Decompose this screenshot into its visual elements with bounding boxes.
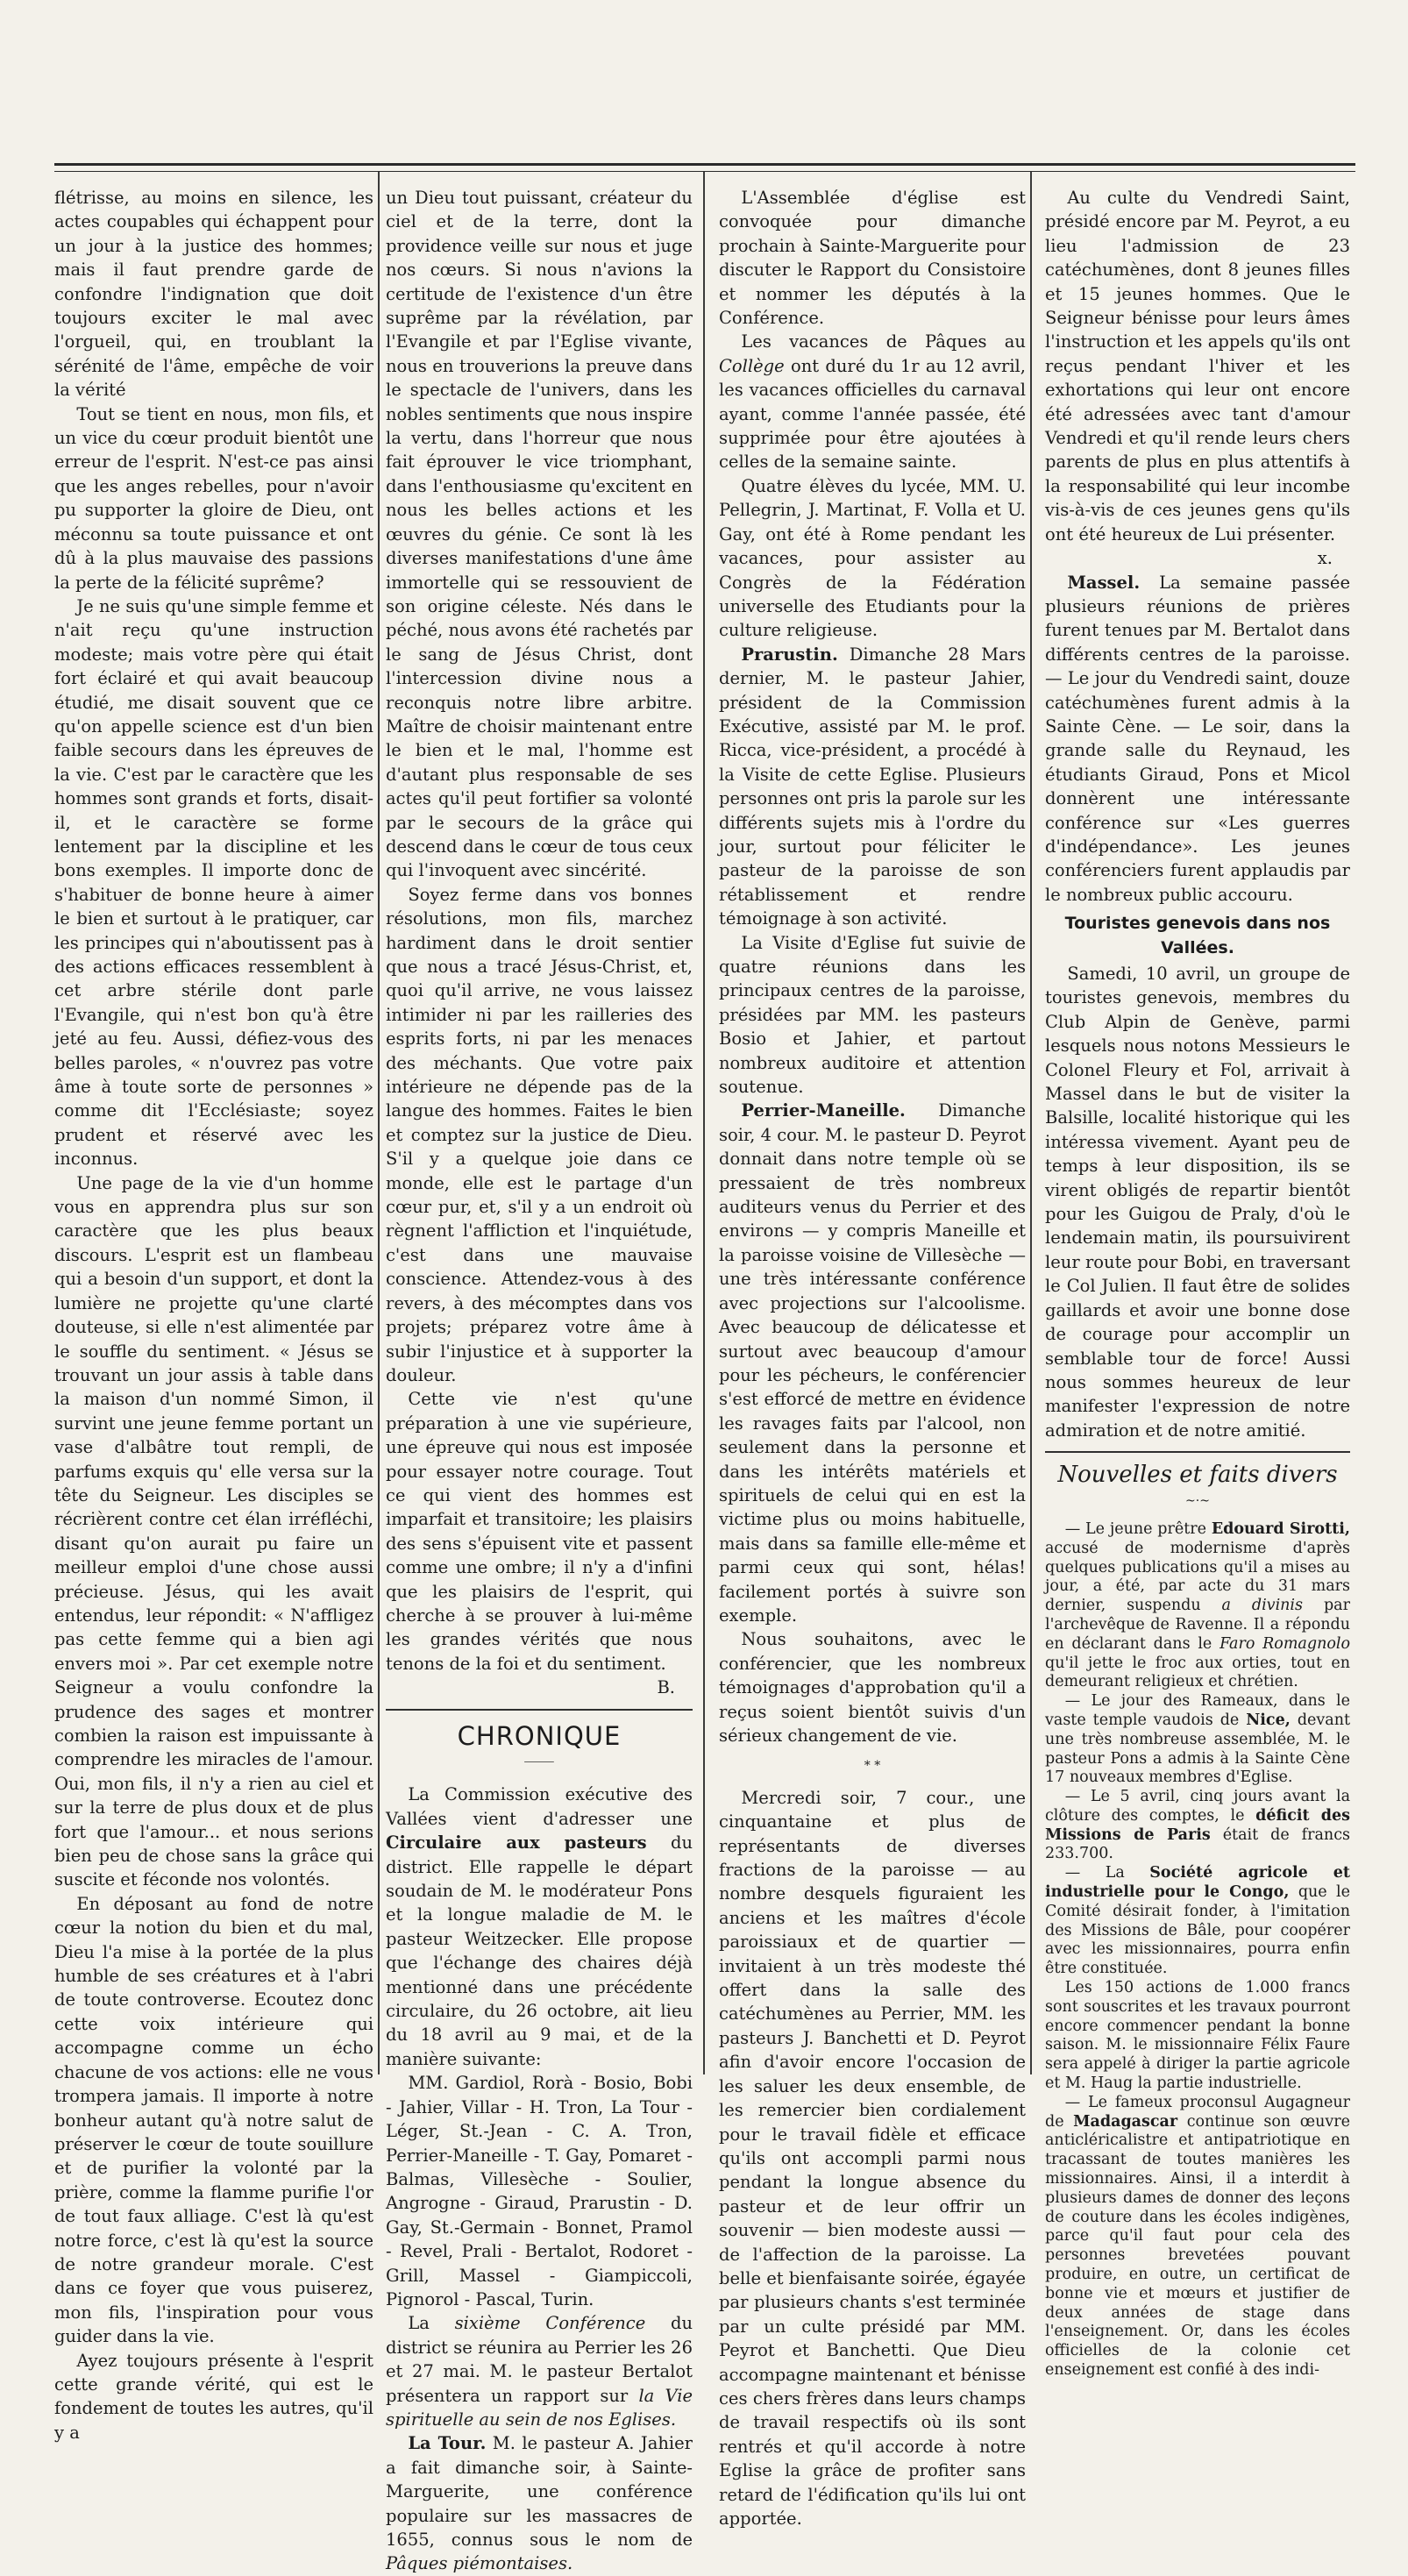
paragraph: Au culte du Vendredi Saint, présidé encore par M. Peyrot, a eu lieu l'admission de 23 catéchumènes, dont 8 jeunes filles et 15 jeunes hommes. Que le Seigneur bénisse pour leurs âmes l'instruction et les appels qu'ils ont reçus pendant l'hiver et les exhortations qui leur ont encore été adressées avec tant d'amour Vendredi et qu'il rende leurs chers parents de plus en plus attentifs à la responsabilité qui leur incombe vis-à-vis de ces jeunes gens qu'ils ont été heureux de Lui présenter. [1045,188,1350,544]
text: Collège [719,355,785,376]
lead-word: Prarustin. [741,644,838,665]
paragraph: Ayez toujours présente à l'esprit cette grande vérité, qui est le fondement de toutes les autres, qu'il y a [54,2350,373,2443]
paragraph: Mercredi soir, 7 cour., une cinquantaine et plus de représentants de diverses fractions de la paroisse — au nombre desquels figuraient les anciens et les maîtres d'école paroissiaux et de quartier — invitaient à un très modeste thé offert dans la salle des catéchumènes au Perrier, MM. les pasteurs J. Banchetti et D. Peyrot afin d'avoir encore l'occasion de les saluer les deux ensemble, de les remercier bien cordialement pour le travail fidèle et efficace qu'ils ont accompli parmi nous pendant la longue absence du pasteur et de leur offrir un souvenir — bien modeste aussi — de l'affection de la paroisse. La belle et bienfaisante soirée, égayée par plusieurs chants s'est terminée par un culte présidé par MM. Peyrot et Banchetti. Que Dieu accompagne maintenant et bénisse ces chers frères dans leurs champs de travail respectifs où ils sont rentrés et qu'il accorde à notre Eglise la grâce de profiter sans retard de l'édification qu'ils lui ont apportée. [719,1787,1027,2529]
text: Dimanche 28 Mars dernier, M. le pasteur Jahier, président de la Commission Exécutive, assisté par M. le prof. Ricca, vice-président, a procédé à la Visite de cette Eglise. Plusieurs personnes ont pris la parole sur les différents sujets mis à l'ordre du jour, surtout pour féliciter le pasteur de la paroisse de son rétablissement et rendre témoignage à son activité. [719,644,1027,929]
text: — La [1064,1864,1125,1882]
paragraph: Tout se tient en nous, mon fils, et un vice du cœur produit bientôt une erreur de l'esprit. N'est-ce pas ainsi que les anges rebelles, pour n'avoir pu supporter la gloire de Dieu, ont méconnu sa toute puissance et ont dû à la plus mauvaise des passions la perte de la félicité suprême? [54,403,373,593]
column-4 [1045,186,1351,2379]
paragraph [719,643,1026,931]
paragraph: MM. Gardiol, Rorà - Bosio, Bobi - Jahier, Villar - H. Tron, La Tour - Léger, St.-Jean - C. A. Tron, Perrier-Maneille - T. Gay, Pomaret - Balmas, Villesèche - Soulier, Angrogne - Giraud, Prarustin - D. Gay, St.-Germain - Bonnet, Pramol - Revel, Prali - Bertalot, Rodoret - Grill, Massel - Giampiccoli, Pignorol - Pascal, Turin. [386,2073,693,2309]
paragraph: Je ne suis qu'une simple femme et n'ait reçu qu'une instruction modeste; mais votre père qui était fort éclairé et qui avait beaucoup étudié, me disait souvent que ce qu'on appelle science est d'un bien faible secours dans les épreuves de la vie. C'est par le caractère que les hommes sont grands et forts, disait-il, et le caractère se forme lentement par la discipline et les bons exemples. Il importe donc de s'habituer de bonne heure à aimer le bien et surtout à le pratiquer, car les principes qui n'aboutissent pas à des actions efficaces ressemblent à cet arbre stérile dont parle l'Evangile, qui n'est bon qu'à être jeté au feu. Aussi, défiez-vous des belles paroles, « n'ouvrez pas votre âme à toute sorte de personnes » comme dit l'Ecclésiaste; soyez prudent et réservé avec les inconnus. [54,595,373,1170]
column-rule [1030,172,1032,2074]
signature: x. [1317,548,1333,569]
text: — Le jeune prêtre [1064,1519,1206,1538]
paragraph: Nous souhaitons, avec le conférencier, que les nombreux témoignages d'approbation qu'il a reçus soient bientôt suivis d'un sérieux changement de vie. [719,1629,1026,1746]
text: du district. Elle rappelle le départ soudain de M. le modérateur Pons et la longue maladie de M. le pasteur Weitzecker. Elle propose que l'échange des chaires déjà mentionné dans une précédente circulaire, du 26 octobre, ait lieu du 18 avril au 9 mai, et de la manière suivante: [386,1832,693,2069]
paragraph [719,330,1026,473]
lead-word: Massel. [1067,572,1141,593]
text: ont duré du 1r au 12 avril, les vacances officielles du carnaval ayant, comme l'année passée, été supprimée pour être ajoutées à celles de la semaine sainte. [719,355,1026,473]
text: qu'il jette le froc aux orties, tout en demeurant religieux et chrétien. [1045,1654,1350,1691]
text: M. le pasteur A. Jahier a fait dimanche soir, à Sainte-Marguerite, une conférence populaire sur les massacres de 1655, connus sous le nom de [386,2433,693,2550]
text: Circulaire aux pasteurs [386,1832,647,1854]
text: du district se réunira au Perrier les 26 et 27 mai. M. le pasteur Bertalot présentera un rapport sur [386,2313,693,2406]
paragraph [386,2431,693,2575]
text: Les vacances de Pâques au [741,331,1026,352]
news-item [1045,1520,1350,1692]
text: que le Comité désirait fonder, à l'imitation des Missions de Bâle, pour coopérer avec les missionnaires, pourra enfin être constituée. [1045,1883,1350,1978]
paragraph: un Dieu tout puissant, créateur du ciel et de la terre, dont la providence veille sur nous et juge nos cœurs. Si nous n'avions la certitude de l'existence d'un être suprême par la révélation, par l'Evangile et par l'Eglise vivante, nous en trouverions la preuve dans le spectacle de l'univers, dans les nobles sentiments que nous inspire la vertu, dans l'horreur que nous fait éprouver le vice triomphant, dans l'enthousiasme qu'excitent en nous les belles actions et les œuvres du génie. Ce sont là les diverses manifestations d'une âme immortelle qui se ressouvient de son origine céleste. Nés dans le péché, nous avons été rachetés par le sang de Jésus Christ, dont l'intercession divine nous a reconquis notre libre arbitre. Maître de choisir maintenant entre le bien et le mal, l'homme est d'autant plus responsable de ses actes qu'il peut fortifier sa volonté par le secours de la grâce qui descend dans le cœur de tous ceux qui l'invoquent avec sincérité. [386,188,693,881]
paragraph: Quatre élèves du lycée, MM. U. Pellegrin, J. Martinat, F. Volla et U. Gay, ont été à Rome pendant les vacances, pour assister au Congrès de la Fédération universelle des Etudiants pour la culture religieuse. [719,475,1026,641]
text: Faro Romagnolo [1220,1634,1351,1653]
asterism: * * [864,1759,881,1774]
news-item [1045,1788,1350,1864]
column-3 [719,186,1027,2529]
signature: B. [657,1677,675,1698]
heading-ornament: ~·~ [1185,1493,1210,1508]
text: sixième Conférence [454,2313,646,2334]
text: était de francs 233.700. [1045,1825,1350,1863]
text: Nice, [1246,1711,1291,1729]
paragraph [719,1099,1026,1627]
news-item [1045,2094,1350,2380]
section-heading: CHRONIQUE [457,1720,622,1751]
paragraph: La Visite d'Eglise fut suivie de quatre réunions dans les principaux centres de la paroisse, présidées par MM. les pasteurs Bosio et Jahier, et partout nombreux auditoire et attention soutenue. [719,932,1026,1098]
text: Edouard Sirotti, [1211,1519,1350,1538]
text: — Le 5 avril, cinq jours avant la clôture des comptes, le [1045,1788,1350,1825]
text: La semaine passée plusieurs réunions de prières furent tenues par M. Bertalot dans différents centres de la paroisse. — Le jour du Vendredi saint, douze catéchumènes furent admis à la Sainte Cène. — Le soir, dans la grande salle du Reynaud, les étudiants Giraud, Pons et Micol donnèrent une intéressante conférence sur «Les guerres d'indépendance». Les jeunes conférenciers furent applaudis par le nombreux public accouru. [1045,572,1350,905]
text: devant une très nombreuse assemblée, M. le pasteur Pons a admis à la Sainte Cène 17 nouveaux membres d'Eglise. [1045,1711,1350,1787]
section-heading: Nouvelles et faits divers [1057,1462,1338,1489]
paragraph [1045,571,1350,907]
text: a divinis [1221,1597,1304,1615]
text: La [408,2313,430,2334]
text: Pâques piémontaises. [386,2553,573,2574]
text: continue son œuvre anticléricalistre et antipatriotique en tracassant de toutes manières les missionnaires. Ainsi, il a interdit à plusieurs dames de donner des leçons de couture dans les écoles indigènes, parce qu'il faut pour cela des personnes brevetées pouvant produire, en outre, un certificat de bonne vie et mœurs et justifier de deux années de stage dans l'enseignement. Or, dans les écoles officielles de la colonie cet enseignement est confié à des indi- [1045,2112,1350,2379]
column-rule [703,172,705,2074]
paragraph: Cette vie n'est qu'une préparation à une vie supérieure, une épreuve qui nous est imposée pour essayer notre courage. Tout ce qui vient des hommes est imparfait et transitoire; les plaisirs des sens s'épuisent vite et passent comme une ombre; il n'y a d'infini que les plaisirs de l'esprit, qui cherche à se prouver à lui-même les grandes vérités que nous tenons de la foi et du sentiment. [386,1389,693,1674]
paragraph: L'Assemblée d'église est convoquée pour dimanche prochain à Sainte-Marguerite pour discuter le Rapport du Consistoire et nommer les députés à la Conférence. [719,188,1026,329]
text: par l'archevêque de Ravenne. Il a répondu en déclarant dans le [1045,1597,1350,1653]
paragraph [386,1783,693,2071]
top-rule [54,163,1355,172]
text: — Le jour des Rameaux, dans le vaste temple vaudois de [1045,1692,1350,1729]
news-item: Les 150 actions de 1.000 francs sont souscrites et les travaux pourront encore commencer pendant la bonne saison. M. le missionnaire Félix Faure sera appelé à diriger la partie agricole et M. Haug la partie industrielle. [1045,1979,1350,2093]
news-item [1045,1692,1350,1788]
heading-ornament: ⸻ [523,1754,555,1768]
subheading: Touristes genevois dans nos Vallées. [1064,914,1331,957]
text: La Commission exécutive des Vallées vient d'adresser une [386,1784,693,1829]
lead-word: La Tour. [408,2433,487,2454]
column-1 [54,186,373,2443]
text: Dimanche soir, 4 cour. M. le pasteur D. Peyrot donnait dans notre temple où se pressaient de très nombreux auditeurs venus du Perrier et des environs — y compris Maneille et la paroisse voisine de Villesèche — une très intéressante conférence avec projections sur l'alcoolisme. Avec beaucoup de délicatesse et surtout avec beaucoup d'amour pour les pécheurs, le conférencier s'est efforcé de mettre en évidence les ravages faits par l'alcool, non seulement dans la personne et dans les intérêts matériels et spirituels de celui qui en est la victime plus ou moins habituelle, mais dans sa famille elle-même et parmi ceux qui sont, hélas! facilement portés à suivre son exemple. [719,1100,1026,1626]
text: déficit des Missions de Paris [1045,1806,1350,1844]
text: accusé de modernisme d'après quelques publications qu'il a mises au jour, a été, par acte du 31 mars dernier, suspendu [1045,1539,1350,1615]
column-2 [386,186,693,2574]
text: — Le fameux proconsul Augagneur de [1045,2093,1350,2131]
section-rule [1045,1451,1350,1453]
paragraph: Une page de la vie d'un homme vous en apprendra plus sur son caractère que les plus beaux discours. L'esprit est un flambeau qui a besoin d'un support, et dont la lumière ne projette qu'une clarté douteuse, si elle n'est alimentée par le souffle du sentiment. « Jésus se trouvant un jour assis à table dans la maison d'un nommé Simon, il survint une jeune femme portant un vase d'albâtre tout rempli, de parfums exquis qu' elle versa sur la tête du Seigneur. Les disciples se récrièrent contre cet élan irréfléchi, disant qu'on aurait pu faire un meilleur emploi d'une chose aussi précieuse. Jésus, qui les avait entendus, leur répondit: « N'affligez pas cette femme qui a bien agi envers moi ». Par cet exemple notre Seigneur a voulu confondre la prudence des sages et montrer combien la raison est impuissante à comprendre les miracles de l'amour. Oui, mon fils, il n'y a rien au ciel et sur la terre de plus doux et de plus fort que l'amour... et nous serions bien peu de chose sans la grâce qui suscite et féconde nos volontés. [54,1172,373,1890]
column-rule [378,172,380,2074]
paragraph: flétrisse, au moins en silence, les actes coupables qui échappent pour un jour à la justice des hommes; mais il faut prendre garde de confondre l'indignation que doit toujours exciter le mal avec l'orgueil, qui, en troublant la sérénité de l'âme, empêche de voir la vérité [54,188,373,401]
news-items [1045,1520,1350,2380]
section-rule [386,1709,693,1711]
paragraph [386,2311,693,2431]
text: la Vie spirituelle au sein de nos Eglises. [386,2385,693,2430]
paragraph: Soyez ferme dans vos bonnes résolutions, mon fils, marchez hardiment dans le droit sentier que nous a tracé Jésus-Christ, et, quoi qu'il arrive, ne vous laissez intimider ni par les railleries des esprits forts, ni par les menaces des méchants. Que votre paix intérieure ne dépende pas de la langue des hommes. Faites le bien et comptez sur la justice de Dieu. S'il y a quelque joie dans ce monde, elle est le partage d'un cœur pur, et, s'il y a un endroit où règnent l'affliction et l'inquiétude, c'est dans une mauvaise conscience. Attendez-vous à des revers, à des mécomptes dans vos projets; préparez votre âme à subir l'injustice et à supporter la douleur. [386,884,693,1385]
text: Madagascar [1073,2112,1178,2131]
paragraph: En déposant au fond de notre cœur la notion du bien et du mal, Dieu l'a mise à la portée de la plus humble de ses créatures et à l'abri de toute controverse. Ecoutez donc cette voix intérieure qui accompagne comme un écho chacune de vos actions: elle ne vous trompera jamais. Il importe à notre bonheur autant qu'à notre salut de préserver le cœur de toute souillure et de purifier la volonté par la prière, comme la flamme purifie l'or de tout faux alliage. C'est là qu'est notre force, c'est là qu'est la source de notre grandeur morale. C'est dans ce foyer que vous puiserez, mon fils, l'inspiration pour vous guider dans la vie. [54,1893,373,2347]
lead-word: Perrier-Maneille. [741,1100,906,1121]
paragraph: Samedi, 10 avril, un groupe de touristes genevois, membres du Club Alpin de Genève, parmi lesquels nous notons Messieurs le Colonel Fleury et Fol, arrivait à Massel dans le but de visiter la Balsille, localité historique qui les intéressa vivement. Ayant peu de temps à leur disposition, ils se virent obligés de repartir bientôt pour les Guigou de Praly, d'où le lendemain matin, ils poursuivirent leur route pour Bobi, en traversant le Col Julien. Il faut être de solides gaillards et avoir une bonne dose de courage pour accomplir un semblable tour de force! Aussi nous sommes heureux de leur manifester l'expression de notre admiration et de notre amitié. [1045,964,1350,1441]
text: Société agricole et industrielle pour le Congo, [1045,1864,1350,1902]
news-item [1045,1864,1350,1979]
